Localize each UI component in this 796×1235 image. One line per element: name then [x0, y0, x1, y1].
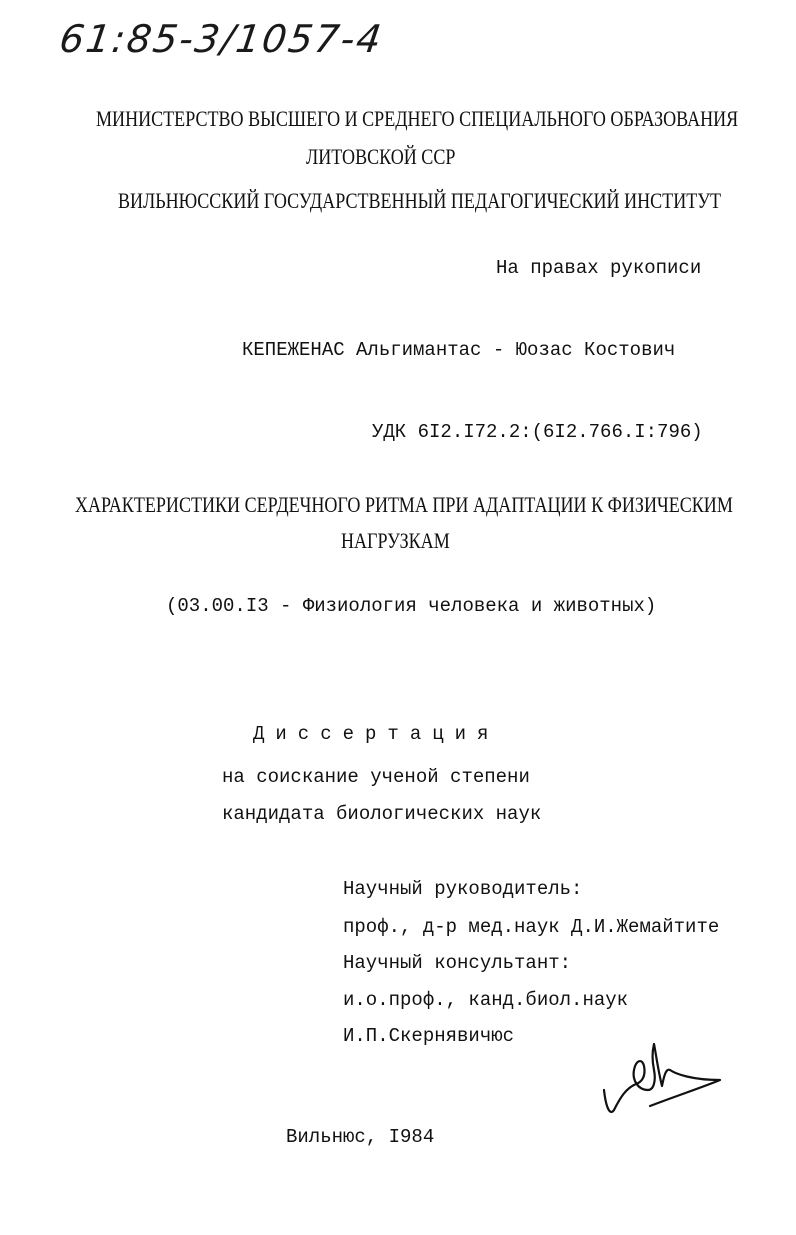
rights-note: На правах рукописи	[496, 257, 702, 279]
udc-code: УДК 6I2.I72.2:(6I2.766.I:796)	[372, 421, 703, 443]
degree-line-1: на соискание ученой степени	[222, 766, 530, 788]
ministry-line-2: ЛИТОВСКОЙ ССР	[306, 144, 456, 169]
author-name: КЕПЕЖЕНАС Альгимантас - Юозас Костович	[242, 339, 676, 361]
place-year: Вильнюс, I984	[286, 1126, 435, 1148]
specialty-code: (03.00.I3 - Физиология человека и животных)	[166, 595, 657, 617]
institute-name: ВИЛЬНЮССКИЙ ГОСУДАРСТВЕННЫЙ ПЕДАГОГИЧЕСКИЙ ИНСТИТУТ	[118, 188, 722, 213]
ministry-line-1: МИНИСТЕРСТВО ВЫСШЕГО И СРЕДНЕГО СПЕЦИАЛЬНОГО ОБРАЗОВАНИЯ	[96, 106, 739, 131]
supervisor-label: Научный руководитель:	[343, 878, 583, 900]
consultant-label: Научный консультант:	[343, 952, 572, 974]
degree-line-2: кандидата биологических наук	[222, 803, 542, 825]
signature-icon	[596, 1040, 736, 1120]
dissertation-title-line-1: ХАРАКТЕРИСТИКИ СЕРДЕЧНОГО РИТМА ПРИ АДАПТАЦИИ К ФИЗИЧЕСКИМ	[75, 492, 733, 517]
consultant-title: и.о.проф., канд.биол.наук	[343, 989, 629, 1011]
work-type-label: Диссертация	[253, 723, 500, 745]
archive-mark: 61:85-3/1057-4	[56, 17, 386, 61]
consultant-name: И.П.Скернявичюс	[343, 1025, 515, 1047]
dissertation-title-line-2: НАГРУЗКАМ	[341, 528, 450, 553]
supervisor-name: проф., д-р мед.наук Д.И.Жемайтите	[343, 916, 720, 938]
